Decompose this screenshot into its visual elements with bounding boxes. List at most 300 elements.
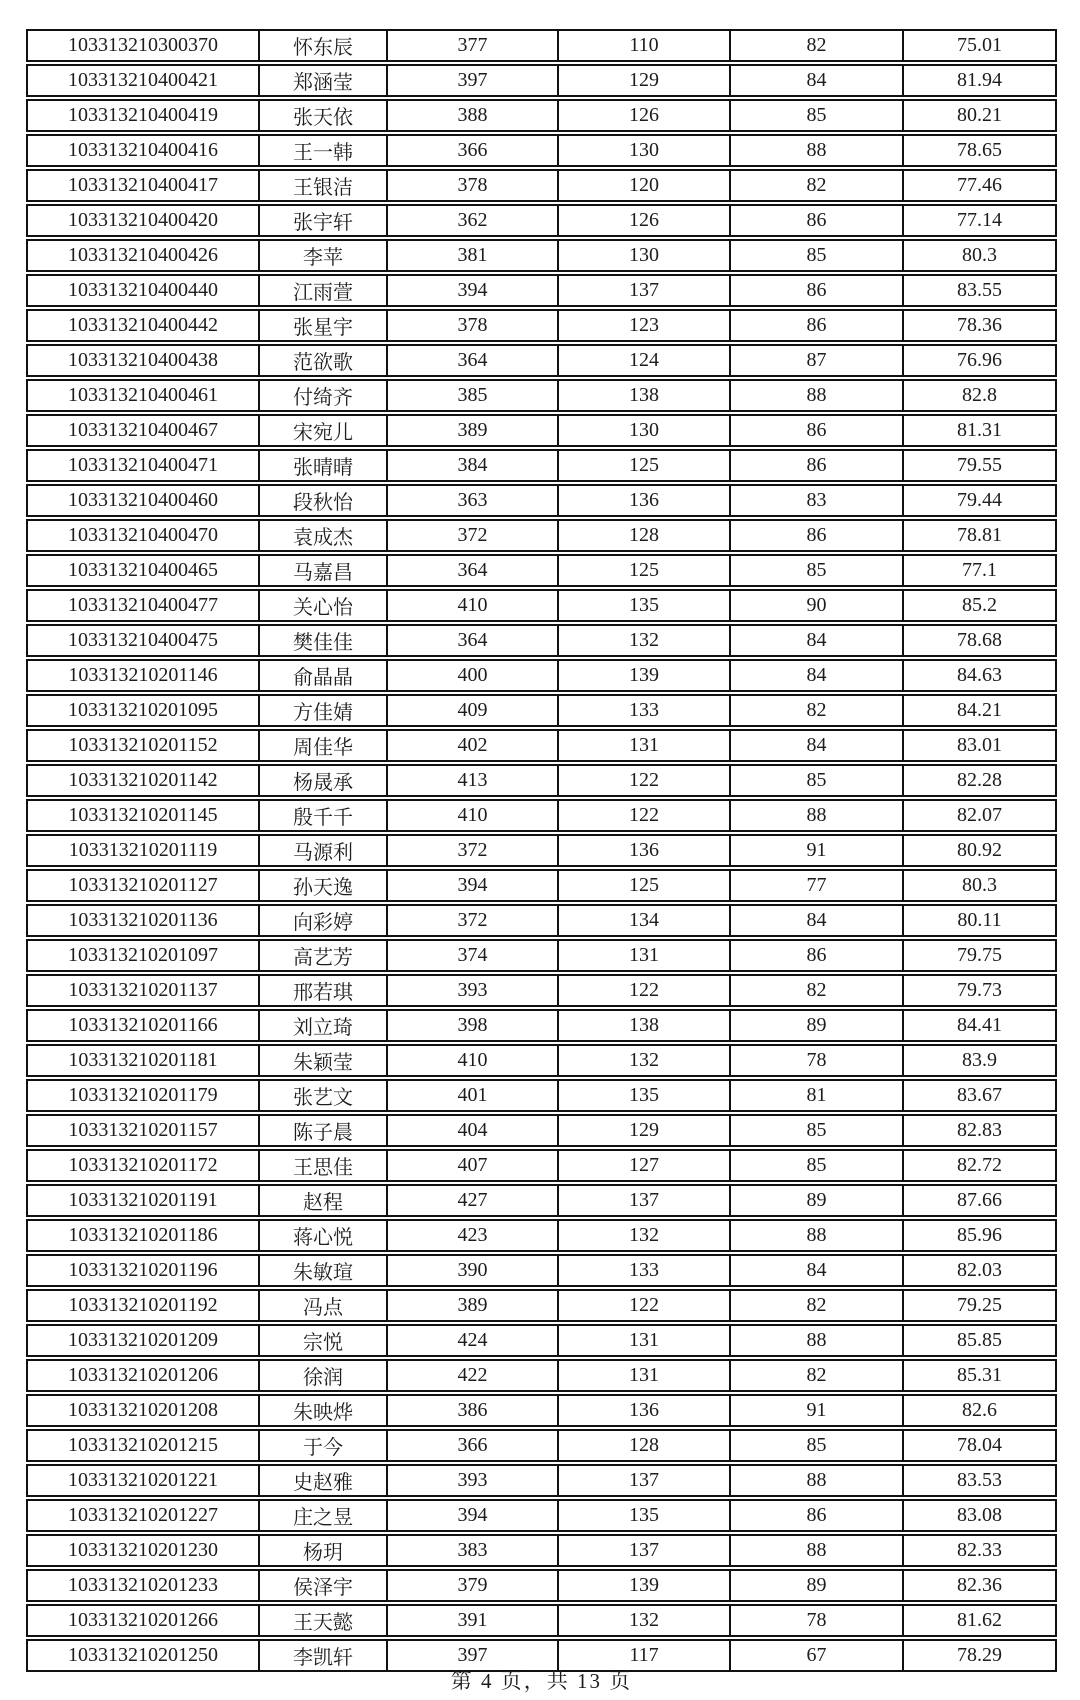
table-row — [26, 1044, 1057, 1077]
score-interview: 84 — [730, 904, 903, 937]
score-final: 82.33 — [903, 1534, 1057, 1567]
table-row — [26, 1359, 1057, 1392]
table-row — [26, 1394, 1057, 1427]
candidate-name: 王银洁 — [259, 169, 387, 202]
candidate-name: 史赵雅 — [259, 1464, 387, 1497]
score-final: 82.28 — [903, 764, 1057, 797]
candidate-number: 103313210400471 — [26, 449, 259, 482]
table-row — [26, 1289, 1057, 1322]
score-final: 78.65 — [903, 134, 1057, 167]
candidate-number: 103313210201233 — [26, 1569, 259, 1602]
score-initial: 400 — [387, 659, 558, 692]
score-written: 132 — [558, 1044, 730, 1077]
score-interview: 84 — [730, 64, 903, 97]
score-written: 110 — [558, 29, 730, 62]
candidate-name: 陈子晨 — [259, 1114, 387, 1147]
table-row — [26, 1499, 1057, 1532]
table-row — [26, 29, 1057, 62]
candidate-number: 103313210201166 — [26, 1009, 259, 1042]
score-interview: 89 — [730, 1569, 903, 1602]
score-interview: 88 — [730, 1324, 903, 1357]
score-written: 135 — [558, 1499, 730, 1532]
candidate-name: 张艺文 — [259, 1079, 387, 1112]
score-table-body — [26, 29, 1057, 1672]
score-final: 78.68 — [903, 624, 1057, 657]
candidate-number: 103313210201209 — [26, 1324, 259, 1357]
score-written: 135 — [558, 589, 730, 622]
score-written: 131 — [558, 1324, 730, 1357]
candidate-name: 江雨萱 — [259, 274, 387, 307]
score-written: 117 — [558, 1639, 730, 1672]
candidate-number: 103313210201179 — [26, 1079, 259, 1112]
table-row — [26, 1219, 1057, 1252]
score-written: 120 — [558, 169, 730, 202]
candidate-number: 103313210400461 — [26, 379, 259, 412]
score-final: 82.8 — [903, 379, 1057, 412]
candidate-number: 103313210201208 — [26, 1394, 259, 1427]
score-final: 82.07 — [903, 799, 1057, 832]
candidate-name: 关心怡 — [259, 589, 387, 622]
score-interview: 86 — [730, 204, 903, 237]
candidate-name: 范欲歌 — [259, 344, 387, 377]
score-initial: 362 — [387, 204, 558, 237]
score-final: 81.94 — [903, 64, 1057, 97]
table-row — [26, 1079, 1057, 1112]
score-interview: 86 — [730, 1499, 903, 1532]
table-row — [26, 344, 1057, 377]
candidate-name: 冯点 — [259, 1289, 387, 1322]
score-written: 129 — [558, 64, 730, 97]
score-initial: 390 — [387, 1254, 558, 1287]
score-final: 76.96 — [903, 344, 1057, 377]
candidate-number: 103313210201142 — [26, 764, 259, 797]
score-initial: 398 — [387, 1009, 558, 1042]
score-written: 133 — [558, 1254, 730, 1287]
candidate-name: 蒋心悦 — [259, 1219, 387, 1252]
score-initial: 422 — [387, 1359, 558, 1392]
score-final: 81.31 — [903, 414, 1057, 447]
candidate-number: 103313210201136 — [26, 904, 259, 937]
candidate-number: 103313210201119 — [26, 834, 259, 867]
score-interview: 85 — [730, 1149, 903, 1182]
score-interview: 85 — [730, 764, 903, 797]
score-final: 80.11 — [903, 904, 1057, 937]
score-initial: 385 — [387, 379, 558, 412]
score-initial: 366 — [387, 134, 558, 167]
candidate-number: 103313210400467 — [26, 414, 259, 447]
candidate-name: 向彩婷 — [259, 904, 387, 937]
score-final: 85.96 — [903, 1219, 1057, 1252]
table-row — [26, 1009, 1057, 1042]
score-interview: 86 — [730, 309, 903, 342]
score-initial: 374 — [387, 939, 558, 972]
table-row — [26, 1604, 1057, 1637]
table-row — [26, 694, 1057, 727]
score-initial: 393 — [387, 974, 558, 1007]
score-initial: 394 — [387, 1499, 558, 1532]
table-row — [26, 624, 1057, 657]
table-row — [26, 729, 1057, 762]
score-final: 77.1 — [903, 554, 1057, 587]
candidate-number: 103313210201206 — [26, 1359, 259, 1392]
score-initial: 394 — [387, 274, 558, 307]
score-final: 87.66 — [903, 1184, 1057, 1217]
score-final: 83.08 — [903, 1499, 1057, 1532]
score-final: 83.01 — [903, 729, 1057, 762]
score-initial: 394 — [387, 869, 558, 902]
score-written: 132 — [558, 624, 730, 657]
table-row — [26, 204, 1057, 237]
candidate-number: 103313210201230 — [26, 1534, 259, 1567]
score-interview: 82 — [730, 974, 903, 1007]
score-final: 83.55 — [903, 274, 1057, 307]
candidate-name: 张天依 — [259, 99, 387, 132]
score-initial: 423 — [387, 1219, 558, 1252]
score-final: 78.36 — [903, 309, 1057, 342]
candidate-number: 103313210201196 — [26, 1254, 259, 1287]
table-row — [26, 64, 1057, 97]
score-final: 78.04 — [903, 1429, 1057, 1462]
score-interview: 90 — [730, 589, 903, 622]
score-written: 137 — [558, 1464, 730, 1497]
score-final: 77.14 — [903, 204, 1057, 237]
score-interview: 86 — [730, 939, 903, 972]
score-final: 80.21 — [903, 99, 1057, 132]
candidate-name: 袁成杰 — [259, 519, 387, 552]
candidate-number: 103313210400442 — [26, 309, 259, 342]
table-row — [26, 379, 1057, 412]
score-final: 85.31 — [903, 1359, 1057, 1392]
score-initial: 393 — [387, 1464, 558, 1497]
candidate-name: 王一韩 — [259, 134, 387, 167]
candidate-number: 103313210201266 — [26, 1604, 259, 1637]
score-interview: 82 — [730, 1359, 903, 1392]
score-written: 122 — [558, 799, 730, 832]
score-interview: 86 — [730, 519, 903, 552]
score-interview: 67 — [730, 1639, 903, 1672]
score-written: 127 — [558, 1149, 730, 1182]
score-final: 82.6 — [903, 1394, 1057, 1427]
score-interview: 88 — [730, 1534, 903, 1567]
score-written: 128 — [558, 1429, 730, 1462]
score-initial: 410 — [387, 589, 558, 622]
score-interview: 85 — [730, 1114, 903, 1147]
score-initial: 427 — [387, 1184, 558, 1217]
score-written: 131 — [558, 729, 730, 762]
candidate-name: 于今 — [259, 1429, 387, 1462]
candidate-name: 宗悦 — [259, 1324, 387, 1357]
table-row — [26, 869, 1057, 902]
candidate-name: 李苹 — [259, 239, 387, 272]
candidate-number: 103313210400438 — [26, 344, 259, 377]
score-written: 136 — [558, 834, 730, 867]
score-final: 80.3 — [903, 239, 1057, 272]
candidate-name: 方佳婧 — [259, 694, 387, 727]
candidate-name: 杨玥 — [259, 1534, 387, 1567]
score-written: 135 — [558, 1079, 730, 1112]
table-row — [26, 239, 1057, 272]
score-written: 132 — [558, 1219, 730, 1252]
table-row — [26, 484, 1057, 517]
candidate-name: 赵程 — [259, 1184, 387, 1217]
candidate-name: 周佳华 — [259, 729, 387, 762]
candidate-number: 103313210400416 — [26, 134, 259, 167]
score-written: 130 — [558, 239, 730, 272]
score-initial: 379 — [387, 1569, 558, 1602]
score-initial: 364 — [387, 344, 558, 377]
score-interview: 82 — [730, 694, 903, 727]
table-row — [26, 134, 1057, 167]
score-interview: 85 — [730, 99, 903, 132]
score-written: 134 — [558, 904, 730, 937]
candidate-name: 邢若琪 — [259, 974, 387, 1007]
score-interview: 82 — [730, 169, 903, 202]
candidate-number: 103313210400460 — [26, 484, 259, 517]
score-written: 129 — [558, 1114, 730, 1147]
score-interview: 88 — [730, 379, 903, 412]
table-row — [26, 834, 1057, 867]
candidate-name: 怀东辰 — [259, 29, 387, 62]
score-final: 78.81 — [903, 519, 1057, 552]
table-row — [26, 1254, 1057, 1287]
score-initial: 410 — [387, 799, 558, 832]
score-initial: 389 — [387, 414, 558, 447]
score-interview: 89 — [730, 1009, 903, 1042]
table-row — [26, 519, 1057, 552]
score-initial: 364 — [387, 624, 558, 657]
candidate-number: 103313210400421 — [26, 64, 259, 97]
candidate-number: 103313210400465 — [26, 554, 259, 587]
score-written: 131 — [558, 939, 730, 972]
score-written: 137 — [558, 274, 730, 307]
candidate-number: 103313210201192 — [26, 1289, 259, 1322]
score-final: 81.62 — [903, 1604, 1057, 1637]
score-final: 82.36 — [903, 1569, 1057, 1602]
score-interview: 86 — [730, 414, 903, 447]
candidate-name: 马源利 — [259, 834, 387, 867]
candidate-name: 张宇轩 — [259, 204, 387, 237]
table-row — [26, 169, 1057, 202]
score-initial: 372 — [387, 834, 558, 867]
table-row — [26, 1534, 1057, 1567]
score-written: 124 — [558, 344, 730, 377]
table-row — [26, 99, 1057, 132]
score-interview: 91 — [730, 1394, 903, 1427]
candidate-name: 宋宛儿 — [259, 414, 387, 447]
table-row — [26, 589, 1057, 622]
candidate-number: 103313210400470 — [26, 519, 259, 552]
table-row — [26, 449, 1057, 482]
score-initial: 397 — [387, 64, 558, 97]
score-initial: 386 — [387, 1394, 558, 1427]
candidate-number: 103313210201137 — [26, 974, 259, 1007]
candidate-number: 103313210201172 — [26, 1149, 259, 1182]
table-row — [26, 659, 1057, 692]
score-initial: 384 — [387, 449, 558, 482]
candidate-name: 高艺芳 — [259, 939, 387, 972]
score-written: 138 — [558, 1009, 730, 1042]
candidate-number: 103313210400477 — [26, 589, 259, 622]
candidate-number: 103313210400440 — [26, 274, 259, 307]
score-initial: 372 — [387, 519, 558, 552]
score-written: 125 — [558, 869, 730, 902]
score-written: 137 — [558, 1534, 730, 1567]
score-interview: 87 — [730, 344, 903, 377]
score-interview: 78 — [730, 1604, 903, 1637]
score-final: 79.25 — [903, 1289, 1057, 1322]
score-written: 131 — [558, 1359, 730, 1392]
candidate-name: 樊佳佳 — [259, 624, 387, 657]
score-final: 82.03 — [903, 1254, 1057, 1287]
score-interview: 83 — [730, 484, 903, 517]
score-written: 138 — [558, 379, 730, 412]
score-written: 126 — [558, 204, 730, 237]
score-written: 122 — [558, 974, 730, 1007]
table-row — [26, 1324, 1057, 1357]
score-written: 123 — [558, 309, 730, 342]
score-interview: 86 — [730, 274, 903, 307]
candidate-number: 103313210400419 — [26, 99, 259, 132]
score-written: 139 — [558, 659, 730, 692]
candidate-number: 103313210201146 — [26, 659, 259, 692]
candidate-number: 103313210400420 — [26, 204, 259, 237]
table-row — [26, 1429, 1057, 1462]
score-final: 82.72 — [903, 1149, 1057, 1182]
score-interview: 84 — [730, 624, 903, 657]
score-initial: 381 — [387, 239, 558, 272]
table-row — [26, 1569, 1057, 1602]
table-row — [26, 1184, 1057, 1217]
candidate-name: 朱映烨 — [259, 1394, 387, 1427]
candidate-name: 殷千千 — [259, 799, 387, 832]
score-final: 84.63 — [903, 659, 1057, 692]
score-interview: 78 — [730, 1044, 903, 1077]
candidate-number: 103313210400426 — [26, 239, 259, 272]
score-final: 75.01 — [903, 29, 1057, 62]
table-row — [26, 764, 1057, 797]
table-row — [26, 1149, 1057, 1182]
score-written: 136 — [558, 1394, 730, 1427]
candidate-number: 103313210201250 — [26, 1639, 259, 1672]
candidate-number: 103313210201215 — [26, 1429, 259, 1462]
score-written: 136 — [558, 484, 730, 517]
score-written: 130 — [558, 414, 730, 447]
score-interview: 84 — [730, 729, 903, 762]
score-interview: 85 — [730, 1429, 903, 1462]
score-written: 130 — [558, 134, 730, 167]
candidate-name: 庄之昱 — [259, 1499, 387, 1532]
page-number-footer: 第 4 页，共 13 页 — [450, 1669, 633, 1693]
score-interview: 81 — [730, 1079, 903, 1112]
table-row — [26, 1464, 1057, 1497]
table-row — [26, 904, 1057, 937]
score-initial: 397 — [387, 1639, 558, 1672]
score-interview: 85 — [730, 239, 903, 272]
score-initial: 404 — [387, 1114, 558, 1147]
score-final: 83.67 — [903, 1079, 1057, 1112]
table-row — [26, 554, 1057, 587]
candidate-number: 103313210201157 — [26, 1114, 259, 1147]
candidate-number: 103313210201097 — [26, 939, 259, 972]
score-interview: 85 — [730, 554, 903, 587]
score-initial: 378 — [387, 169, 558, 202]
candidate-name: 侯泽宇 — [259, 1569, 387, 1602]
candidate-number: 103313210201181 — [26, 1044, 259, 1077]
score-final: 77.46 — [903, 169, 1057, 202]
score-initial: 410 — [387, 1044, 558, 1077]
score-final: 78.29 — [903, 1639, 1057, 1672]
score-interview: 84 — [730, 659, 903, 692]
candidate-number: 103313210400417 — [26, 169, 259, 202]
score-final: 79.44 — [903, 484, 1057, 517]
candidate-name: 付绮齐 — [259, 379, 387, 412]
candidate-number: 103313210201152 — [26, 729, 259, 762]
score-interview: 77 — [730, 869, 903, 902]
score-interview: 88 — [730, 1219, 903, 1252]
candidate-name: 朱颖莹 — [259, 1044, 387, 1077]
table-row — [26, 974, 1057, 1007]
score-initial: 378 — [387, 309, 558, 342]
score-interview: 88 — [730, 134, 903, 167]
candidate-name: 朱敏瑄 — [259, 1254, 387, 1287]
score-table — [26, 27, 1057, 1674]
score-final: 79.55 — [903, 449, 1057, 482]
score-interview: 89 — [730, 1184, 903, 1217]
table-row — [26, 1114, 1057, 1147]
candidate-number: 103313210201227 — [26, 1499, 259, 1532]
score-initial: 402 — [387, 729, 558, 762]
score-initial: 413 — [387, 764, 558, 797]
candidate-number: 103313210201191 — [26, 1184, 259, 1217]
table-row — [26, 799, 1057, 832]
candidate-name: 王天懿 — [259, 1604, 387, 1637]
score-written: 125 — [558, 554, 730, 587]
score-interview: 88 — [730, 1464, 903, 1497]
candidate-name: 张星宇 — [259, 309, 387, 342]
table-row — [26, 274, 1057, 307]
score-initial: 366 — [387, 1429, 558, 1462]
candidate-name: 孙天逸 — [259, 869, 387, 902]
score-final: 79.73 — [903, 974, 1057, 1007]
score-initial: 372 — [387, 904, 558, 937]
score-written: 128 — [558, 519, 730, 552]
candidate-number: 103313210400475 — [26, 624, 259, 657]
score-written: 122 — [558, 764, 730, 797]
score-interview: 88 — [730, 799, 903, 832]
score-final: 83.9 — [903, 1044, 1057, 1077]
table-row — [26, 939, 1057, 972]
score-initial: 389 — [387, 1289, 558, 1322]
score-initial: 388 — [387, 99, 558, 132]
score-initial: 383 — [387, 1534, 558, 1567]
score-interview: 82 — [730, 29, 903, 62]
score-written: 122 — [558, 1289, 730, 1322]
score-written: 137 — [558, 1184, 730, 1217]
table-row — [26, 414, 1057, 447]
score-final: 80.3 — [903, 869, 1057, 902]
score-initial: 409 — [387, 694, 558, 727]
candidate-number: 103313210201145 — [26, 799, 259, 832]
candidate-number: 103313210201186 — [26, 1219, 259, 1252]
score-initial: 407 — [387, 1149, 558, 1182]
candidate-name: 张晴晴 — [259, 449, 387, 482]
score-final: 84.41 — [903, 1009, 1057, 1042]
candidate-name: 徐润 — [259, 1359, 387, 1392]
score-interview: 86 — [730, 449, 903, 482]
candidate-name: 马嘉昌 — [259, 554, 387, 587]
score-written: 126 — [558, 99, 730, 132]
candidate-number: 103313210201221 — [26, 1464, 259, 1497]
